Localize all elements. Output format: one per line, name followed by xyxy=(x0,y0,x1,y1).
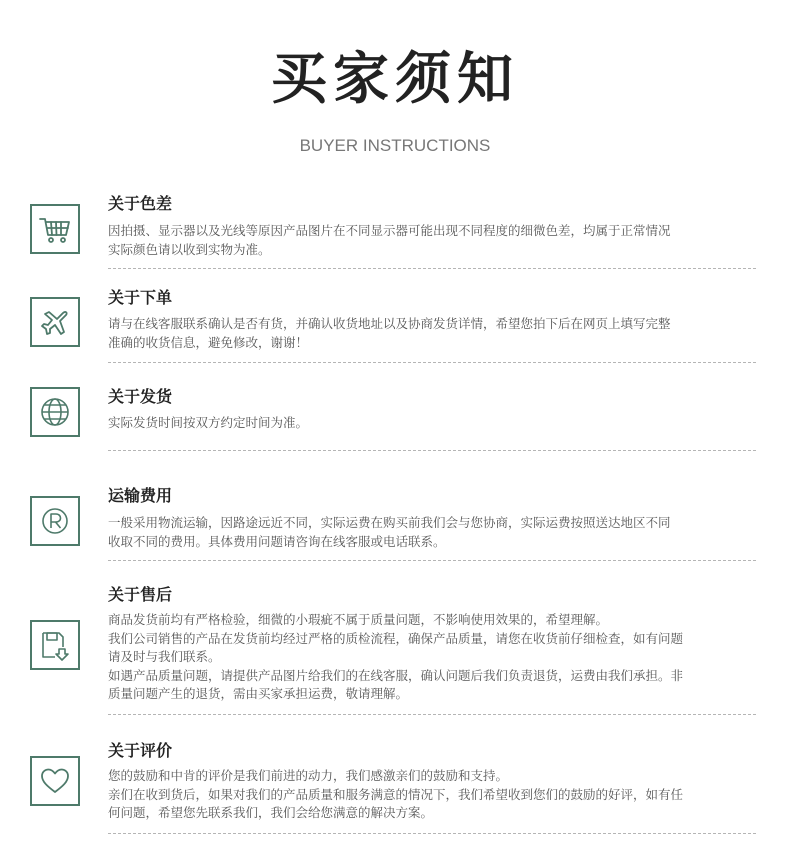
section-text-line: 收取不同的费用。具体费用问题请咨询在线客服或电话联系。 xyxy=(108,533,446,549)
return-box-icon xyxy=(30,620,80,670)
section-title: 关于发货 xyxy=(108,387,173,406)
section-title: 关于下单 xyxy=(108,288,173,307)
section-body xyxy=(108,514,748,551)
section-title: 关于评价 xyxy=(108,741,173,760)
heart-icon xyxy=(30,756,80,806)
section-title: 关于色差 xyxy=(108,194,173,213)
airplane-icon xyxy=(30,297,80,347)
section-title: 运输费用 xyxy=(108,486,173,505)
section-text-line: 实际颜色请以收到实物为准。 xyxy=(108,241,271,257)
section-text-line: 何问题，希望您先联系我们，我们会给您满意的解决方案。 xyxy=(108,805,434,820)
divider xyxy=(108,833,756,834)
divider xyxy=(108,560,756,561)
divider xyxy=(108,714,756,715)
divider xyxy=(108,268,756,269)
section-text-line: 请与在线客服联系确认是否有货，并确认收货地址以及协商发货详情，希望您拍下后在网页上填写完整 xyxy=(108,316,671,331)
section-body xyxy=(108,611,748,704)
globe-icon xyxy=(30,387,80,437)
section-body xyxy=(108,222,748,259)
section-text-line: 质量问题产生的退货，需由买家承担运费，敬请理解。 xyxy=(108,686,409,701)
shopping-cart-icon xyxy=(30,204,80,254)
section-body xyxy=(108,414,748,433)
divider xyxy=(108,450,756,451)
section-title: 关于售后 xyxy=(108,585,173,604)
section-text-line: 准确的收货信息，避免修改，谢谢！ xyxy=(108,334,309,350)
divider xyxy=(108,362,756,363)
section-text-line: 如遇产品质量问题，请提供产品图片给我们的在线客服，确认问题后我们负责退货，运费由我们承担。非 xyxy=(108,667,684,683)
section-text-line: 请及时与我们联系。 xyxy=(108,649,221,664)
section-text-line: 商品发货前均有严格检验，细微的小瑕疵不属于质量问题，不影响使用效果的，希望理解。 xyxy=(108,612,609,627)
registered-icon xyxy=(30,496,80,546)
section-text-line: 亲们在收到货后，如果对我们的产品质量和服务满意的情况下，我们希望收到您们的鼓励的好评，如有任 xyxy=(108,786,684,802)
page-subtitle: BUYER INSTRUCTIONS xyxy=(299,136,491,155)
section-text-line: 因拍摄、显示器以及光线等原因产品图片在不同显示器可能出现不同程度的细微色差，均属于正常情况 xyxy=(108,223,671,238)
section-text-line: 一般采用物流运输，因路途远近不同，实际运费在购买前我们会与您协商，实际运费按照送达地区不同 xyxy=(108,515,671,530)
section-body xyxy=(108,767,748,823)
section-text-line: 实际发货时间按双方约定时间为准。 xyxy=(108,415,309,430)
section-text-line: 我们公司销售的产品在发货前均经过严格的质检流程，确保产品质量，请您在收货前仔细检查，如有问题 xyxy=(108,630,684,646)
section-text-line: 您的鼓励和中肯的评价是我们前进的动力，我们感激亲们的鼓励和支持。 xyxy=(108,768,509,783)
page-title: 买家须知 xyxy=(271,47,519,112)
section-body xyxy=(108,315,748,352)
